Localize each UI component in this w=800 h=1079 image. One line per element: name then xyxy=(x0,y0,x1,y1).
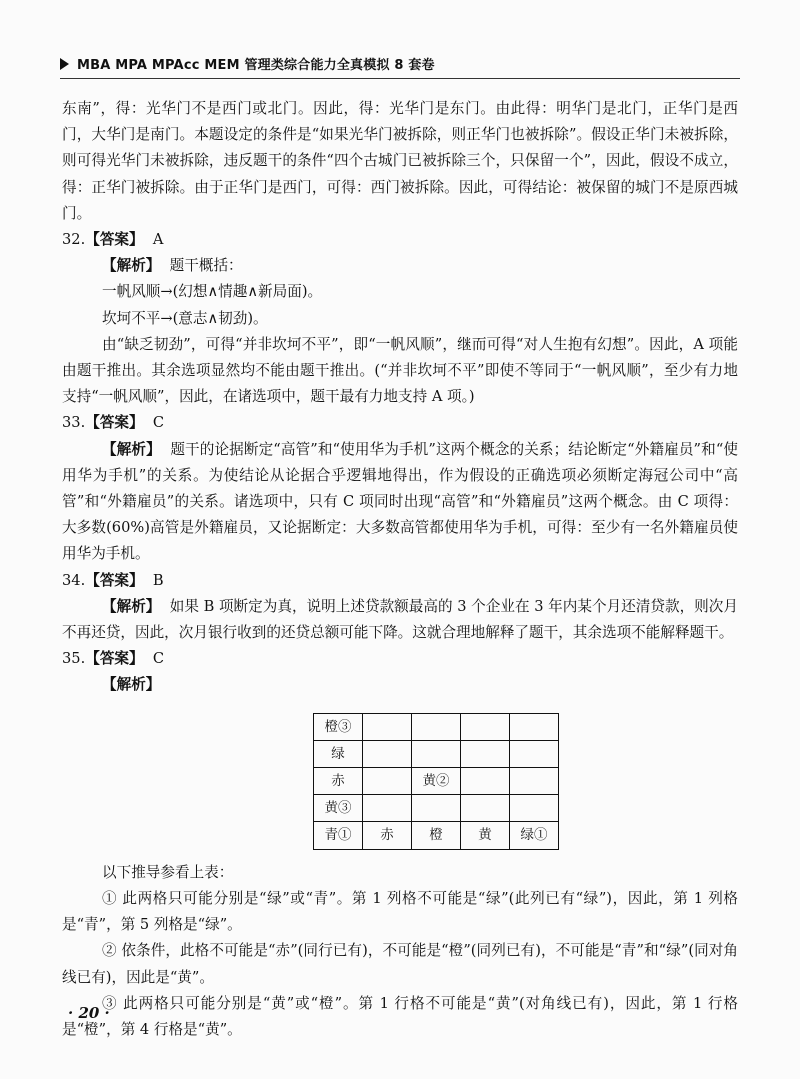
table-cell: 青① xyxy=(314,822,363,849)
q35-step1: ① 此两格只可能分别是“绿”或“青”。第 1 列格不可能是“绿”(此列已有“绿”)，因此，第 1 列格是“青”，第 5 列格是“绿”。 xyxy=(62,889,738,934)
table-cell xyxy=(510,740,559,767)
q35-answer: C xyxy=(152,650,165,668)
table-cell xyxy=(363,713,412,740)
q33-number: 33. xyxy=(62,414,86,432)
q32-number: 32. xyxy=(62,231,86,249)
table-cell: 赤 xyxy=(363,822,412,849)
header-rule xyxy=(60,78,740,79)
table-cell: 赤 xyxy=(314,768,363,795)
table-cell xyxy=(363,795,412,822)
q34-answer-line xyxy=(62,568,738,594)
color-grid-table xyxy=(313,713,559,850)
table-cell: 绿① xyxy=(510,822,559,849)
page-number: · 20 · xyxy=(68,1004,110,1022)
table-cell xyxy=(461,768,510,795)
table-cell xyxy=(412,795,461,822)
q35-number: 35. xyxy=(62,650,86,668)
q35-analysis-line xyxy=(62,672,738,698)
q34-body: 如果 B 项断定为真，说明上述贷款额最高的 3 个企业在 3 年内某个月还清贷款，则次月不再还贷，因此，次月银行收到的还贷总额可能下降。这就合理地解释了题干，其余选项不能解释题干。 xyxy=(62,597,738,642)
running-header xyxy=(60,54,740,73)
table-cell: 黄③ xyxy=(314,795,363,822)
q34-analysis xyxy=(62,594,738,646)
table-cell xyxy=(412,713,461,740)
q32-line1: 一帆风顺→(幻想∧情趣∧新局面)。 xyxy=(102,283,323,301)
q34-answer-label: 【答案】 xyxy=(85,571,144,589)
q35-step2: ② 依条件，此格不可能是“赤”(同行已有)，不可能是“橙”(同列已有)，不可能是“青”和“绿”(同对角线已有)，因此是“黄”。 xyxy=(62,942,738,986)
table-row xyxy=(314,822,559,849)
intro-paragraph: 东南”，得：光华门不是西门或北门。因此，得：光华门是东门。由此得：明华门是北门，正华门是西门，大华门是南门。本题设定的条件是“如果光华门被拆除，则正华门也被拆除”。假设正华门未被拆除，则可得光华门未被拆除，违反题干的条件“四个古城门已被拆除三个，只保留一个”，因此，假设不成立，得：正华门被拆除。由于正华门是西门，可得：西门被拆除。因此，可得结论：被保留的城门不是原西城门。 xyxy=(62,100,738,222)
q32-analysis-label: 【解析】 xyxy=(102,257,161,275)
table-cell: 橙 xyxy=(412,822,461,849)
page-content xyxy=(62,96,738,1043)
table-cell xyxy=(363,768,412,795)
table-cell xyxy=(461,795,510,822)
header-title: MBA MPA MPAcc MEM 管理类综合能力全真模拟 8 套卷 xyxy=(77,58,435,73)
q35-answer-line xyxy=(62,646,738,672)
table-cell: 黄② xyxy=(412,768,461,795)
q35-step3: ③ 此两格只可能分别是“黄”或“橙”。第 1 行格不可能是“黄”(对角线已有)，因此，第 1 行格是“橙”，第 4 行格是“黄”。 xyxy=(62,994,738,1038)
q32-analysis-line xyxy=(62,253,738,279)
table-cell xyxy=(461,740,510,767)
table-cell: 绿 xyxy=(314,740,363,767)
q34-analysis-label: 【解析】 xyxy=(102,597,161,615)
q33-answer-label: 【答案】 xyxy=(85,414,144,432)
table-cell xyxy=(510,795,559,822)
table-row xyxy=(314,713,559,740)
q33-body: 题干的论据断定“高管”和“使用华为手机”这两个概念的关系；结论断定“外籍雇员”和“使用华为手机”的关系。为使结论从论据合乎逻辑地得出，作为假设的正确选项必须断定海冠公司中“高管”和“外籍雇员”的关系。诸选项中，只有 C 项同时出现“高管”和“外籍雇员”这两个概念。由 C 项得：大多数(60%)高管是外籍雇员，又论据断定：大多数高管都使用华为手机，可得：至少有一名外籍雇员使用华为手机。 xyxy=(62,440,738,563)
table-cell: 黄 xyxy=(461,822,510,849)
table-cell xyxy=(510,768,559,795)
q33-answer: C xyxy=(152,414,165,432)
table-cell xyxy=(461,713,510,740)
table-row xyxy=(314,740,559,767)
q35-answer-label: 【答案】 xyxy=(85,650,144,668)
table-row xyxy=(314,795,559,822)
table-cell xyxy=(510,713,559,740)
q32-line2: 坎坷不平→(意志∧韧劲)。 xyxy=(102,309,268,327)
q33-analysis-label: 【解析】 xyxy=(102,440,161,458)
triangle-marker-icon xyxy=(60,58,69,70)
table-cell: 橙③ xyxy=(314,713,363,740)
q35-lead: 以下推导参看上表： xyxy=(102,863,234,881)
q35-analysis-label: 【解析】 xyxy=(102,676,161,694)
q32-answer-label: 【答案】 xyxy=(85,231,144,249)
q32-answer: A xyxy=(152,231,164,249)
q34-answer: B xyxy=(152,571,164,589)
q33-analysis xyxy=(62,437,738,568)
table-cell xyxy=(412,740,461,767)
q32-body: 由“缺乏韧劲”，可得“并非坎坷不平”，即“一帆风顺”，继而可得“对人生抱有幻想”。因此，A 项能由题干推出。其余选项显然均不能由题干推出。(“并非坎坷不平”即使不等同于“一帆风顺”，至少有力地支持“一帆风顺”，因此，在诸选项中，题干最有力地支持 A 项。) xyxy=(62,335,738,406)
color-grid-wrapper xyxy=(62,713,738,850)
q32-answer-line xyxy=(62,227,738,253)
q33-answer-line xyxy=(62,410,738,436)
table-cell xyxy=(363,740,412,767)
table-row xyxy=(314,768,559,795)
q34-number: 34. xyxy=(62,571,86,589)
q32-analysis-intro: 题干概括： xyxy=(169,257,243,275)
